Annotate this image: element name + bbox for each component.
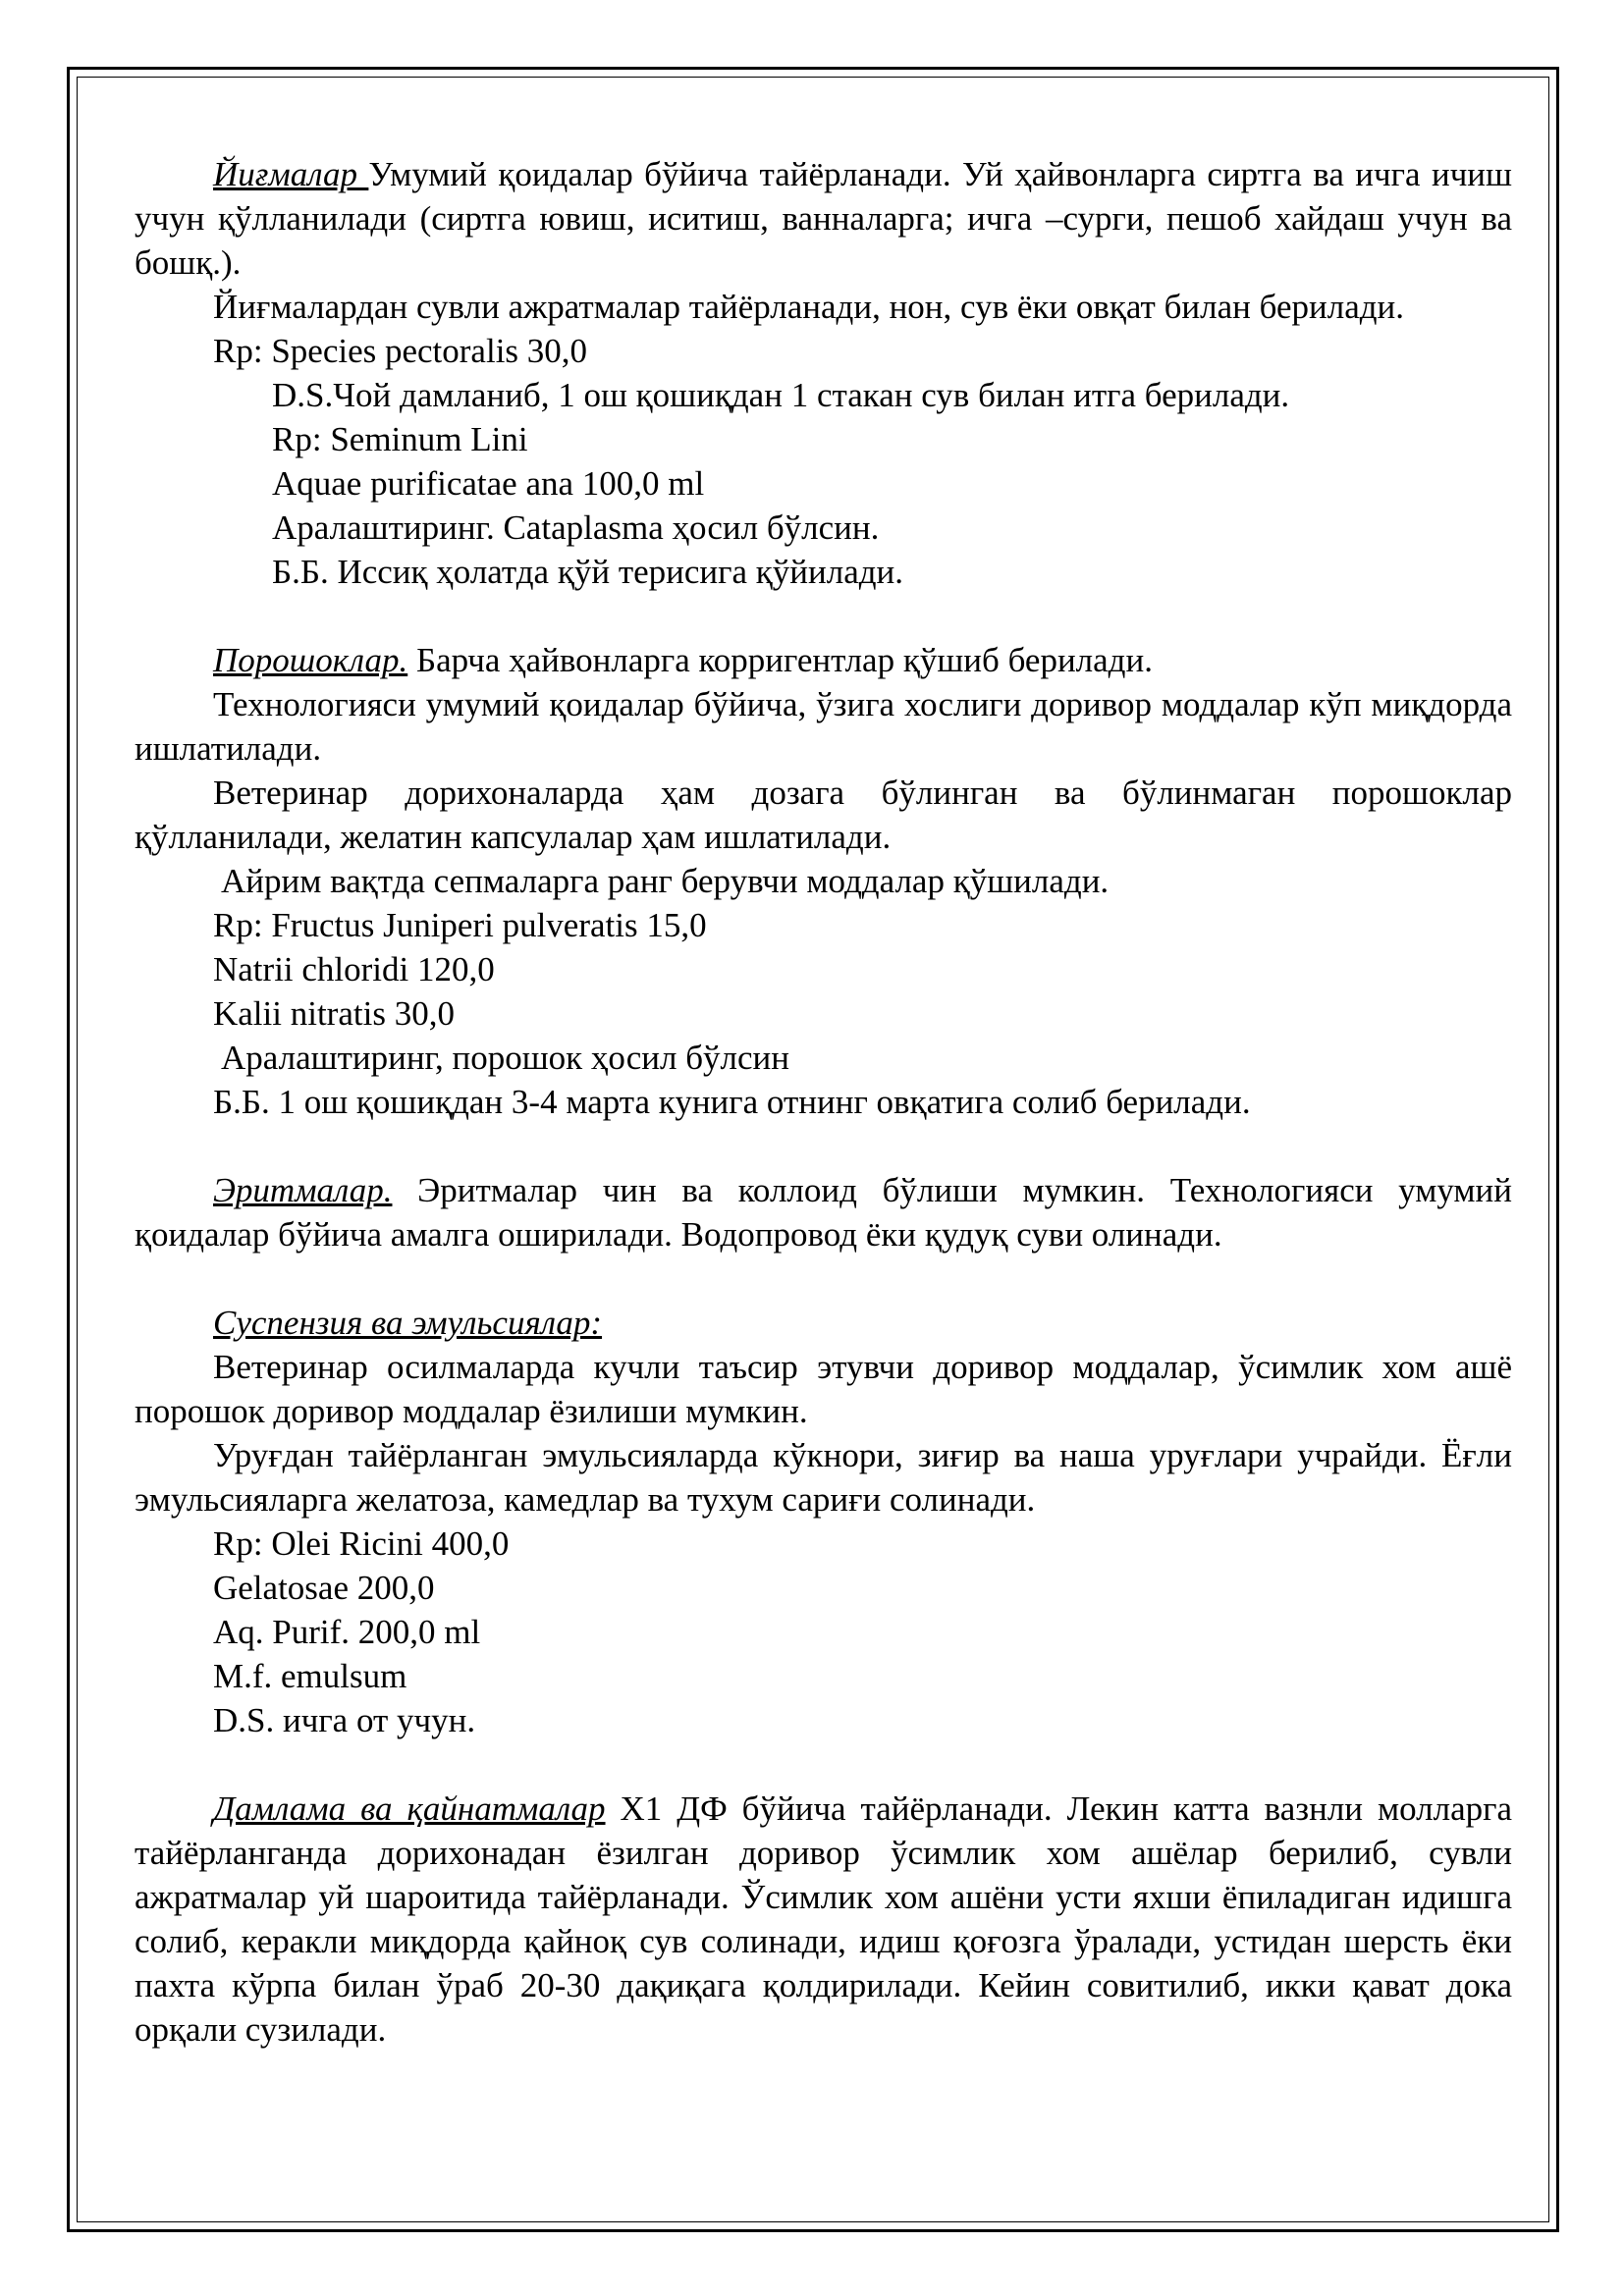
section-powders-intro bbox=[135, 638, 1512, 682]
section-infusions-intro bbox=[135, 1787, 1512, 2052]
paragraph-text: Барча ҳайвонларга корригентлар қўшиб берилади. bbox=[407, 641, 1153, 679]
paragraph-powders-pharmacy: Ветеринар дорихоналарда ҳам дозага бўлинган ва бўлинмаган порошоклар қўлланилади, желатин капсулалар ҳам ишлатилади. bbox=[135, 774, 1512, 856]
section-solutions-intro bbox=[135, 1168, 1512, 1256]
paragraph-text: Эритмалар чин ва коллоид бўлиши мумкин. Технологияси умумий қоидалар бўйича амалга оширилади. Водопровод ёки қудуқ суви олинади. bbox=[135, 1171, 1512, 1254]
recipe-line: M.f. emulsum bbox=[213, 1657, 407, 1695]
recipe-line: Б.Б. Иссиқ ҳолатда қўй терисига қўйилади. bbox=[272, 553, 904, 591]
section-heading-powders: Порошоклар. bbox=[213, 641, 408, 679]
paragraph-text: Умумий қоидалар бўйича тайёрланади. Уй ҳайвонларга сиртга ва ичга ичиш учун қўлланилади (сиртга ювиш, иситиш, ванналарга; ичга –сурги, пешоб хайдаш учун ва бошқ.). bbox=[135, 155, 1512, 282]
recipe-line: Kalii nitratis 30,0 bbox=[213, 994, 455, 1033]
section-heading-solutions: Эритмалар. bbox=[213, 1171, 393, 1209]
recipe-line: Aquae purificatae ana 100,0 ml bbox=[272, 464, 705, 503]
paragraph-emulsions: Уруғдан тайёрланган эмульсияларда кўкнори, зиғир ва наша уруғлари учрайди. Ёғли эмульсияларга желатоза, камедлар ва тухум сариғи солинади. bbox=[135, 1436, 1512, 1519]
spacer bbox=[135, 594, 1512, 638]
section-heading-species: Йиғмалар bbox=[213, 155, 369, 193]
paragraph-species-extracts: Йиғмалардан сувли ажратмалар тайёрланади, нон, сув ёки овқат билан берилади. bbox=[213, 288, 1405, 326]
recipe-line: Rp: Fructus Juniperi pulveratis 15,0 bbox=[213, 906, 707, 944]
paragraph-suspensions: Ветеринар осилмаларда кучли таъсир этувчи доривор моддалар, ўсимлик хом ашё порошок доривор моддалар ёзилиши мумкин. bbox=[135, 1348, 1512, 1430]
recipe-line: Gelatosae 200,0 bbox=[213, 1569, 435, 1607]
recipe-line: Natrii chloridi 120,0 bbox=[213, 950, 495, 988]
recipe-line: Aq. Purif. 200,0 ml bbox=[213, 1613, 481, 1651]
recipe-line: Rp: Olei Ricini 400,0 bbox=[213, 1524, 510, 1563]
section-heading-suspensions: Суспензия ва эмульсиялар: bbox=[213, 1304, 603, 1342]
spacer bbox=[135, 1124, 1512, 1168]
document-body bbox=[135, 152, 1512, 2052]
recipe-line: Б.Б. 1 ош қошиқдан 3-4 марта кунига отнинг овқатига солиб берилади. bbox=[213, 1083, 1251, 1121]
recipe-line: Аралаштиринг. Cataplasma ҳосил бўлсин. bbox=[272, 508, 880, 547]
section-species-intro bbox=[135, 152, 1512, 285]
section-heading-infusions: Дамлама ва қайнатмалар bbox=[213, 1789, 606, 1828]
recipe-line: Rp: Seminum Lini bbox=[272, 420, 528, 458]
paragraph-powders-colorants: Айрим вақтда сепмаларга ранг берувчи моддалар қўшилади. bbox=[221, 862, 1110, 900]
recipe-line: D.S.Чой дамланиб, 1 ош қошиқдан 1 стакан сув билан итга берилади. bbox=[272, 376, 1290, 414]
recipe-line: Аралаштиринг, порошок ҳосил бўлсин bbox=[221, 1039, 790, 1077]
recipe-line: Rp: Species pectoralis 30,0 bbox=[213, 332, 588, 370]
paragraph-text: Х1 ДФ бўйича тайёрланади. Лекин катта вазнли молларга тайёрланганда дорихонадан ёзилган доривор ўсимлик хом ашёлар берилиб, сувли ажратмалар уй шароитида тайёрланади. Ўсимлик хом ашёни усти яхши ёпиладиган идишга солиб, керакли миқдорда қайноқ сув солинади, идиш қоғозга ўралади, устидан шерсть ёки пахта кўрпа билан ўраб 20-30 дақиқага қолдирилади. Кейин совитилиб, икки қават дока орқали сузилади. bbox=[135, 1789, 1513, 2049]
spacer bbox=[135, 1742, 1512, 1787]
spacer bbox=[135, 1256, 1512, 1301]
paragraph-powders-technology: Технологияси умумий қоидалар бўйича, ўзига хослиги доривор моддалар кўп миқдорда ишлатилади. bbox=[135, 685, 1512, 768]
recipe-line: D.S. ичга от учун. bbox=[213, 1701, 476, 1739]
section-heading-suspensions-line bbox=[135, 1301, 1512, 1345]
